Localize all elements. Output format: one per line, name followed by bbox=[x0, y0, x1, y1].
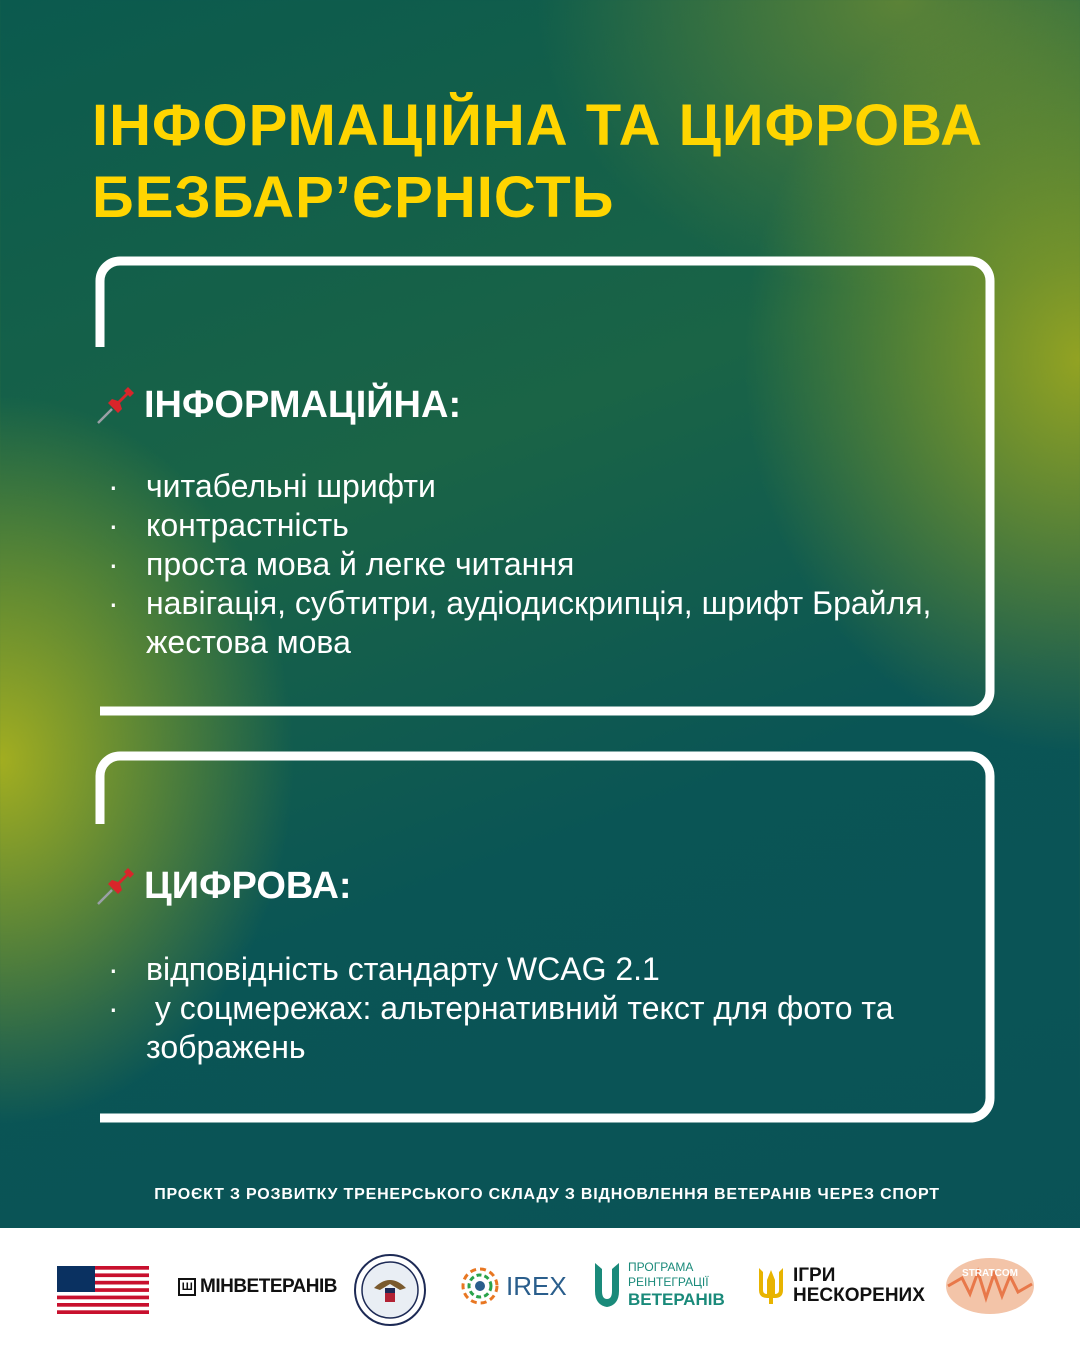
invictus-games-logo: ІГРИ НЕСКОРЕНИХ bbox=[757, 1264, 925, 1308]
list-item: · читабельні шрифти bbox=[108, 468, 436, 504]
pushpin-icon bbox=[94, 383, 138, 427]
title-line-1: ІНФОРМАЦІЙНА ТА ЦИФРОВА bbox=[92, 93, 984, 158]
department-of-state-seal-icon bbox=[354, 1254, 426, 1326]
section-heading bbox=[94, 864, 352, 908]
list-item: · контрастність bbox=[108, 507, 349, 543]
digital-accessibility-card bbox=[94, 750, 996, 1124]
bullet-list bbox=[108, 467, 966, 662]
stratcom-logo bbox=[942, 1254, 1038, 1318]
us-flag-icon bbox=[57, 1266, 149, 1314]
pushpin-icon bbox=[94, 864, 138, 908]
information-accessibility-card bbox=[94, 255, 996, 717]
project-tagline: ПРОЄКТ З РОЗВИТКУ ТРЕНЕРСЬКОГО СКЛАДУ З ВІДНОВЛЕННЯ ВЕТЕРАНІВ ЧЕРЕЗ СПОРТ bbox=[154, 1186, 940, 1203]
card-frame bbox=[94, 750, 996, 1124]
list-item: · навігація, субтитри, аудіодискрипція, шрифт Брайля, жестова мова bbox=[108, 585, 932, 660]
heading-label: ЦИФРОВА: bbox=[144, 864, 352, 907]
irex-logo: IREX bbox=[460, 1266, 567, 1306]
title-line-2: БЕЗБАР’ЄРНІСТЬ bbox=[92, 165, 615, 230]
list-item: · проста мова й легке читання bbox=[108, 546, 575, 582]
bullet-list bbox=[108, 950, 966, 1067]
stratcom-wave-icon bbox=[942, 1254, 1038, 1318]
list-item: · у соцмережах: альтернативний текст для фото та зображень bbox=[108, 990, 903, 1065]
veterans-reintegration-logo: ПРОГРАМА РЕІНТЕГРАЦІЇ ВЕТЕРАНІВ bbox=[592, 1260, 725, 1310]
trident-icon: Ш bbox=[178, 1278, 196, 1296]
trident-icon bbox=[757, 1264, 785, 1308]
section-heading bbox=[94, 383, 461, 427]
page-title bbox=[92, 90, 1012, 234]
list-item: · відповідність стандарту WCAG 2.1 bbox=[108, 951, 660, 987]
partner-logos-bar bbox=[0, 1228, 1080, 1350]
svg-text:STRATCOM: STRATCOM bbox=[962, 1268, 1018, 1279]
minveteraniv-logo: Ш МІНВЕТЕРАНІВ bbox=[178, 1276, 337, 1298]
heading-label: ІНФОРМАЦІЙНА: bbox=[144, 383, 462, 426]
irex-mark-icon bbox=[460, 1266, 500, 1306]
reintegration-mark-icon bbox=[592, 1261, 622, 1309]
